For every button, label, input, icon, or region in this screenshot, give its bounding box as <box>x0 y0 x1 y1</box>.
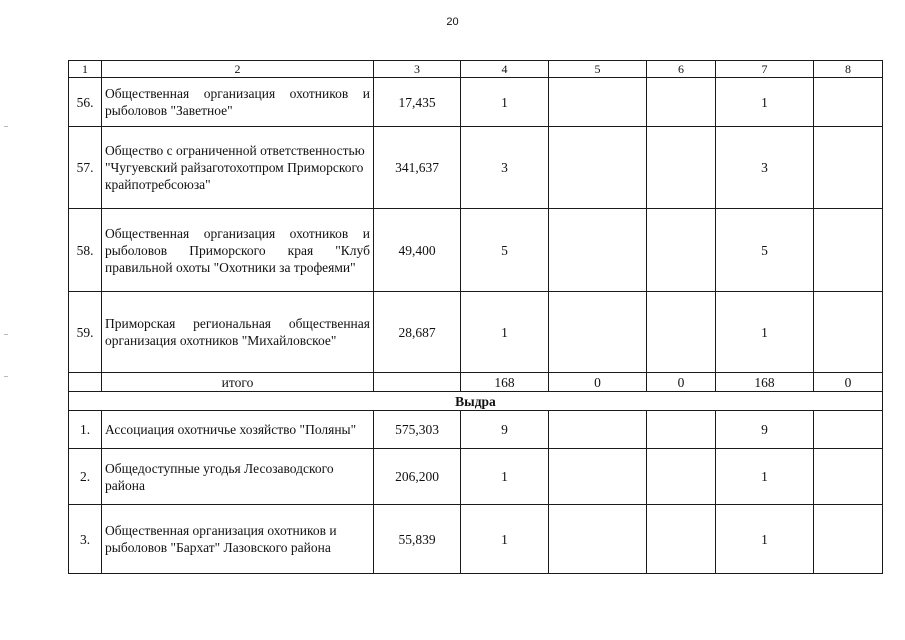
col5-value <box>549 411 647 449</box>
organization-name: Общественная организация охотников и рыболовов "Заветное" <box>102 78 374 127</box>
col6-value <box>647 78 716 127</box>
column-header: 4 <box>461 61 549 78</box>
col8-value <box>814 209 883 292</box>
table-row <box>69 209 883 292</box>
col7-value: 1 <box>716 505 814 574</box>
area-value: 341,637 <box>374 127 461 209</box>
col5-value <box>549 127 647 209</box>
total-label: итого <box>102 373 374 392</box>
col4-value: 1 <box>461 78 549 127</box>
total-col7: 168 <box>716 373 814 392</box>
col5-value <box>549 505 647 574</box>
area-value: 28,687 <box>374 292 461 373</box>
col4-value: 1 <box>461 449 549 505</box>
column-header: 7 <box>716 61 814 78</box>
table-row <box>69 127 883 209</box>
margin-tick <box>4 376 8 377</box>
table-row <box>69 505 883 574</box>
margin-tick <box>4 334 8 335</box>
table-row <box>69 78 883 127</box>
area-value: 206,200 <box>374 449 461 505</box>
col4-value: 1 <box>461 505 549 574</box>
col5-value <box>549 78 647 127</box>
column-header: 3 <box>374 61 461 78</box>
organization-name: Общественная организация охотников и рыболовов "Бархат" Лазовского района <box>102 505 374 574</box>
area-value: 49,400 <box>374 209 461 292</box>
col6-value <box>647 127 716 209</box>
organization-name: Общество с ограниченной ответственностью "Чугуевский райзаготохотпром Приморского крайпотребсоюза" <box>102 127 374 209</box>
row-number: 57. <box>69 127 102 209</box>
col7-value: 1 <box>716 449 814 505</box>
col5-value <box>549 292 647 373</box>
organization-name: Ассоциация охотничье хозяйство "Поляны" <box>102 411 374 449</box>
col7-value: 1 <box>716 292 814 373</box>
col4-value: 9 <box>461 411 549 449</box>
col4-value: 5 <box>461 209 549 292</box>
col4-value: 3 <box>461 127 549 209</box>
col5-value <box>549 209 647 292</box>
row-number: 58. <box>69 209 102 292</box>
column-number-row <box>69 61 883 78</box>
table-row <box>69 411 883 449</box>
col8-value <box>814 127 883 209</box>
hunting-quota-table <box>68 60 883 574</box>
empty-cell <box>69 373 102 392</box>
col8-value <box>814 449 883 505</box>
col6-value <box>647 449 716 505</box>
col4-value: 1 <box>461 292 549 373</box>
total-col6: 0 <box>647 373 716 392</box>
row-number: 1. <box>69 411 102 449</box>
col8-value <box>814 78 883 127</box>
col7-value: 1 <box>716 78 814 127</box>
column-header: 8 <box>814 61 883 78</box>
col6-value <box>647 292 716 373</box>
row-number: 2. <box>69 449 102 505</box>
total-col5: 0 <box>549 373 647 392</box>
margin-tick <box>4 126 8 127</box>
col6-value <box>647 505 716 574</box>
col8-value <box>814 505 883 574</box>
column-header: 1 <box>69 61 102 78</box>
table-row <box>69 292 883 373</box>
area-value: 55,839 <box>374 505 461 574</box>
row-number: 59. <box>69 292 102 373</box>
organization-name: Общедоступные угодья Лесозаводского района <box>102 449 374 505</box>
col8-value <box>814 411 883 449</box>
area-value: 17,435 <box>374 78 461 127</box>
total-col4: 168 <box>461 373 549 392</box>
col7-value: 9 <box>716 411 814 449</box>
total-row <box>69 373 883 392</box>
organization-name: Общественная организация охотников и рыболовов Приморского края "Клуб правильной охоты "Охотники за трофеями" <box>102 209 374 292</box>
total-col8: 0 <box>814 373 883 392</box>
col8-value <box>814 292 883 373</box>
row-number: 56. <box>69 78 102 127</box>
column-header: 5 <box>549 61 647 78</box>
table-row <box>69 449 883 505</box>
empty-cell <box>374 373 461 392</box>
section-title: Выдра <box>69 392 883 411</box>
page-number: 20 <box>446 16 459 28</box>
col6-value <box>647 411 716 449</box>
col6-value <box>647 209 716 292</box>
column-header: 2 <box>102 61 374 78</box>
area-value: 575,303 <box>374 411 461 449</box>
col7-value: 3 <box>716 127 814 209</box>
col7-value: 5 <box>716 209 814 292</box>
organization-name: Приморская региональная общественная организация охотников "Михайловское" <box>102 292 374 373</box>
section-header-row <box>69 392 883 411</box>
row-number: 3. <box>69 505 102 574</box>
column-header: 6 <box>647 61 716 78</box>
col5-value <box>549 449 647 505</box>
